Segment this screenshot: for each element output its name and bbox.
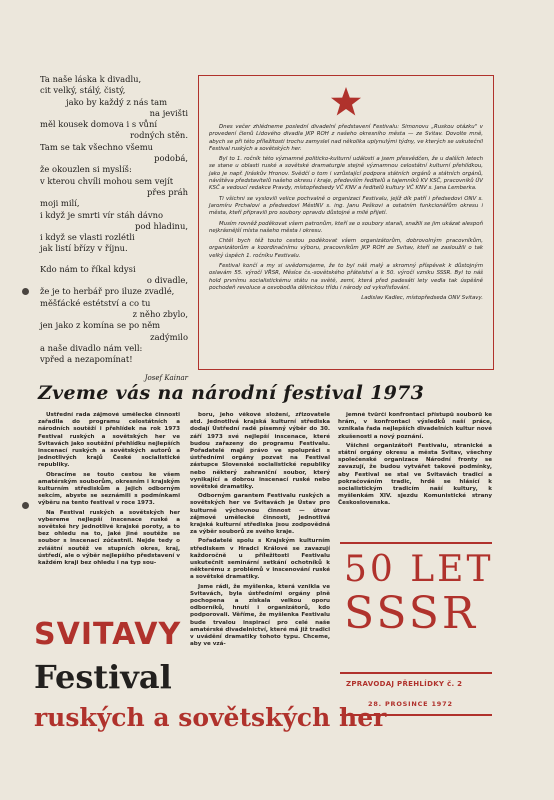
article-headline: Zveme vás na národní festival 1973 xyxy=(38,382,425,404)
poem-line: Kdo nám to říkal kdysi xyxy=(40,263,136,274)
poem-lines xyxy=(40,74,188,365)
poem-line: i když je smrti vír stáh dávno xyxy=(40,209,164,220)
poem-line: jen jako z komína se po něm xyxy=(40,320,161,331)
masthead-rule-mid xyxy=(340,672,492,674)
poem-line: že je to herbář pro iluze zvadlé, xyxy=(40,286,175,297)
poem-line: podobá, xyxy=(154,153,188,164)
editorial-paragraph: Ti všichni se vyslovili velice pochvalně o organizaci Festivalu, jejíž dík patří i předsedovi ONV s. Jaromíru Prchalovi a předsedovi MěstNV s. ing. Janu Peškovi a ostatním funkcionářům okresu i města, kteří připravili pro soubory opravdu důstojné a milé přijetí. xyxy=(209,195,483,217)
poem-line: měl kousek domova i s vůní xyxy=(40,119,158,130)
article-paragraph: Jsme rádi, že myšlenka, která vznikla ve Svitavách, byla ústředními orgány plně pochopena a získala velkou oporu odborníků, hnutí i organizátorů, kdo podporovali. Věříme, že myšlenka Festivalu bude trvalou inspirací pro celé naše amatérské divadelnictví, které má již tradici v uvádění dramatiky tohoto typu. Chceme, aby ve vzá- xyxy=(190,583,330,648)
poem-line: a naše divadlo nám vell: xyxy=(40,342,143,353)
poem-line: moji milí, xyxy=(40,198,80,209)
poem-line: měšťácké estétství a co tu xyxy=(40,297,151,308)
poem-line: rodných stěn. xyxy=(130,130,188,141)
article-paragraph: Všichni organizátoři Festivalu, stranické a státní orgány okresu a města Svitav, všechny společenské organizace Národní fronty se zavazují, že budou vytvářet takové podmínky, aby Festival se stal ve Svitavách tradicí a pokračováním tradic, hrdě se hlásící k socialistickým tradicím naší kultury, k myšlenkám XIV. sjezdu Komunistické strany Československa. xyxy=(338,442,492,507)
editorial-signature: Ladislav Kadlec, místopředseda ONV Svitavy. xyxy=(361,295,483,302)
poem-line xyxy=(40,255,188,264)
poem xyxy=(40,74,188,385)
masthead-rule-top xyxy=(340,542,492,544)
article-column-3 xyxy=(338,412,492,538)
masthead-date: 28. PROSINCE 1972 xyxy=(368,700,453,708)
masthead-sssr: SSSR xyxy=(344,588,479,639)
title-subtitle: ruských a sovětských her xyxy=(34,703,387,732)
poem-line: Ta naše láska k divadlu, xyxy=(40,74,142,84)
masthead-50-let: 50 LET xyxy=(344,549,494,590)
article-column-2 xyxy=(190,412,330,694)
article-column-1 xyxy=(38,412,180,627)
editorial-paragraph: Musím rovněž poděkovat všem patronům, kteří se o soubory starali, snažili se jim ukázat alespoň nejkrásnější místa našeho města i okresu. xyxy=(209,220,483,234)
article-paragraph: Pořadatelé spolu s Krajským kulturním střediskem v Hradci Králové se zavazují každoročně u příležitosti Festivalu uskutečnit seminární setkání ochotníků k některému z problémů v inscenování ruské a sovětské dramatiky. xyxy=(190,538,330,581)
masthead-subtitle: ZPRAVODAJ PŘEHLÍDKY č. 2 xyxy=(346,680,463,688)
article-paragraph: Ústřední rada zájmové umělecké činnosti zařadila do programu celostátních a národních soutěží i přehlídek na rok 1973 Festival ruských a sovětských her ve Svitavách jako soutěžní přehlídku nejlepších inscenací ruských a sovětských autorů a jednotlivých krajů České socialistické republiky. xyxy=(38,412,180,469)
poem-line: přes práh xyxy=(146,186,188,197)
poem-author: Josef Kainar xyxy=(144,374,188,383)
article-paragraph: jemné tvůrčí konfrontaci přístupů souborů ke hrám, v konfrontaci výsledků naší práce, vznikala řada nejlepších divadelních kultur nové zkušenosti a nový poznání. xyxy=(338,412,492,440)
poem-line: jako by každý z nás tam xyxy=(66,96,168,107)
poem-line: vpřed a nezapomínat! xyxy=(40,354,133,365)
editorial-paragraph: Chtěl bych též touto cestou poděkovat všem organizátorům, dobrovolným pracovníkům, organizátorům a koordinačnímu výboru, pracovníkům JKP ROH ze Svitav, kteří se zasloužili o tak velký úspěch 1. ročníku Festivalu. xyxy=(209,238,483,259)
poem-line: zadýmilo xyxy=(150,331,188,342)
article-paragraph: Odborným garantem Festivalu ruských a sovětských her ve Svitavách je Ústav pro kulturně výchovnou činnost — útvar zájmové umělecké činnosti, jednotlivá krajská kulturní střediska jsou zodpovědná za výběr souborů ze svého kraje. xyxy=(190,493,330,536)
poem-line: jak listí břízy v říjnu. xyxy=(40,243,128,254)
article-paragraph: Obracíme se touto cestou ke všem amatérským souborům, okresním i krajským kulturním střediskům a jejich odborným sekcím, abyste se seznámili s podmínkami výběru na tento festival v roce 1973. xyxy=(38,471,180,507)
editorial-paragraph: Byl to 1. ročník této významné politicko-kulturní události a jsem přesvědčen, že u dalších letech se stane u oblasti ruské a sovětské dramaturgie stejně významnou celostátní kulturní přehlídkou, jako je např. Jiráskův Hronov. Svědčí o tom i vzrůstající podpora státních orgánů a státních orgánů, návštěva představitelů našeho okresu i kraje, především ředitelů a tajemníků KV KSČ, pracovníků ÚV KSČ a vedoucí redakce Pravdy, místopředsedy VČ KNV a ředitelů kultury VČ KNV s. Jana Lemberka. xyxy=(209,156,483,192)
editorial-paragraph: Festival končí a my si uvědomujeme, že to byl náš malý a skromný příspěvek k důstojným oslavám 55. výročí VŘSR, Měsíce čs.-sovětského přátelství a k 50. výročí vzniku SSSR. Byl to náš hold prvnímu socialistickému státu na světě, zemi, která před padesáti lety vedla tak úspěšně pochodeň revoluce a osvobodila dělnickou třídu i národy od vykořisťování. xyxy=(209,263,483,291)
poem-line: i když se vlasti rozlétli xyxy=(40,232,135,243)
poem-line: pod hladinu, xyxy=(135,220,188,231)
title-festival: Festival xyxy=(34,658,172,696)
binder-hole-icon xyxy=(22,502,29,509)
editorial-paragraphs xyxy=(209,124,483,292)
poem-line: cit velký, stálý, čistý, xyxy=(40,85,126,96)
red-star-icon xyxy=(330,86,362,118)
poem-line: v kterou chvíli mohou sem vejít xyxy=(40,175,174,186)
article-paragraph: Na Festival ruských a sovětských her vybereme nejlepší inscenace ruské a sovětské hry jednotlivé krajské poroty, a to bez ohledu na to, jaké jiné soutěže se soubor s inscenací zúčastnil. Nejde tedy o zvláštní soutěž ve stupních okres, kraj, ústředí, ale o výběr nejlepšího představení v každém kraji bez ohledu i na typ sou- xyxy=(38,509,180,567)
poem-line: Tam se tak všechno všemu xyxy=(40,141,154,152)
title-city: SVITAVY xyxy=(34,617,182,652)
poem-line: z něho zbylo, xyxy=(132,308,188,319)
editorial-paragraph: Dnes večer zhlédneme poslední divadelní představení Festivalu: Simonovu „Ruskou otázku" v provedení členů Lidového divadla JKP ROH z našeho okresního města — ze Svitav. Dovolte mně, abych se při této příležitosti trochu zamyslel nad několika uplynulými týdny, ve kterých se uskutečnil Festival ruských a sovětských her. xyxy=(209,124,483,152)
editorial-text xyxy=(209,124,483,306)
poem-line: o divadle, xyxy=(146,275,188,286)
editorial-box xyxy=(198,75,494,370)
article-paragraph: boru, jeho věkové složení, zřizovatele atd. Jednotlivá krajská kulturní střediska dodají Ústřední radě písemný výběr do 30. září 1973 své nejlepší inscenace, které budou zařazeny do programu Festivalu. Pořadatelé mají právo ve spolupráci s ústředními orgány pozvat na Festival zástupce Slovenské socialistické republiky nebo některý zahraniční soubor, který vynikající a dobrou inscenací ruské nebo sovětské dramatiky. xyxy=(190,412,330,491)
poem-line: na jevišti xyxy=(149,107,188,118)
binder-hole-icon xyxy=(22,288,29,295)
poem-line: že okouzlen si myslíš: xyxy=(40,164,132,175)
